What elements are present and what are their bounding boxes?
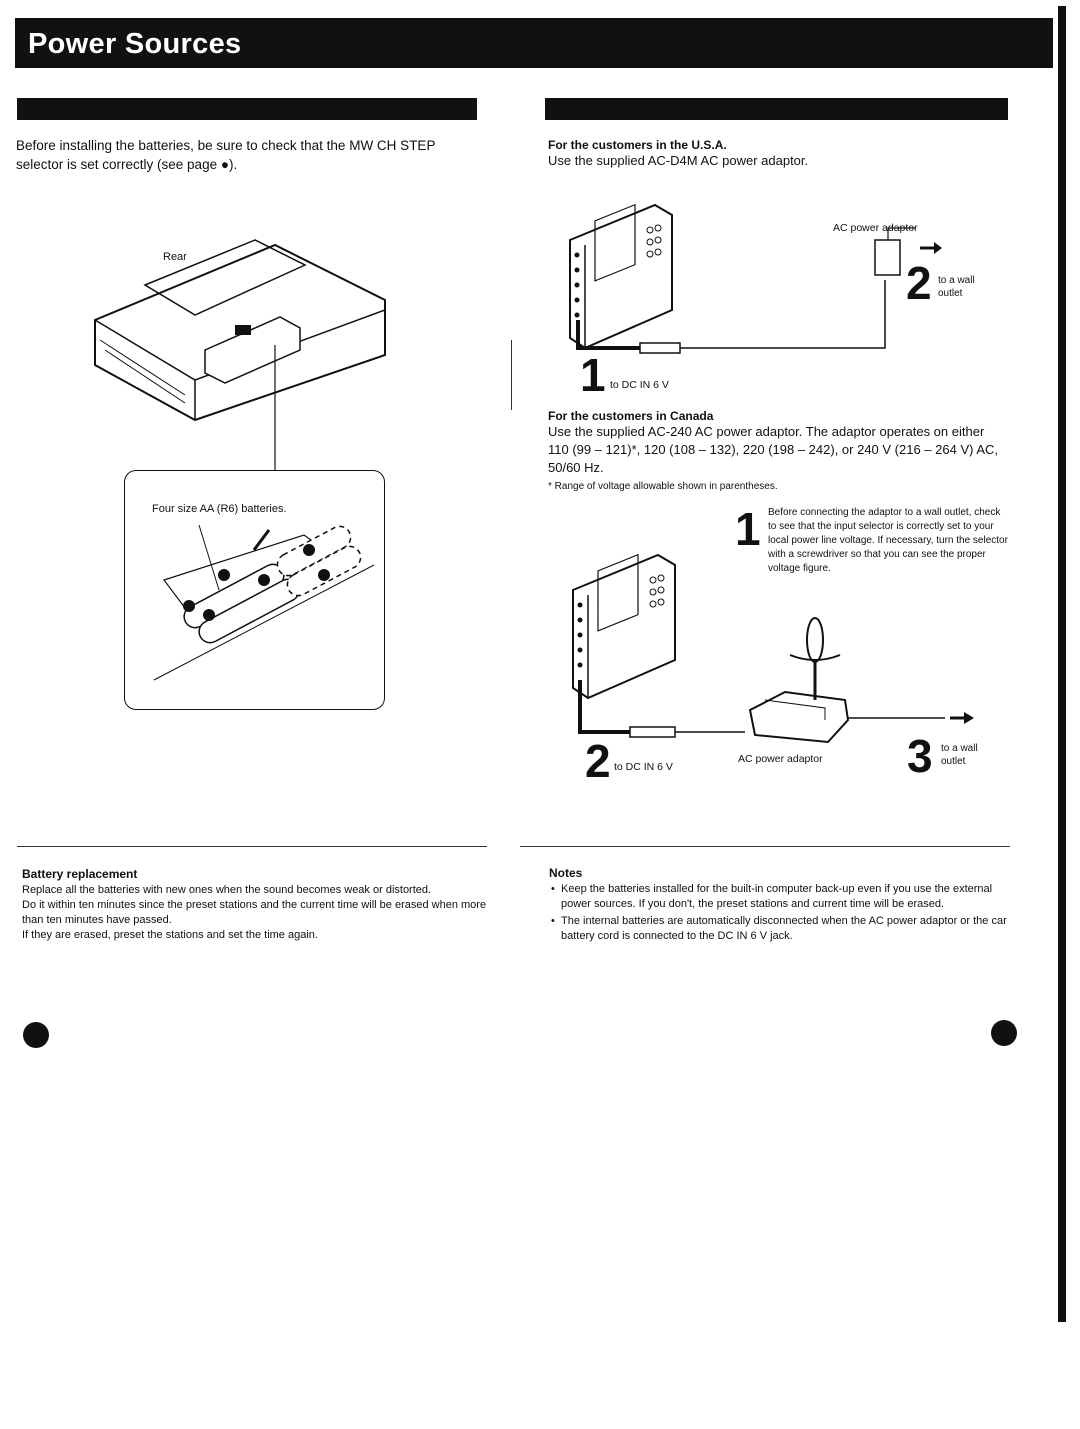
intro-text: Before installing the batteries, be sure to check that the MW CH STEP selector is set correctly (see page ●).	[16, 138, 436, 172]
radio-rear-illustration	[85, 225, 395, 475]
canada-step3-label: to a wall outlet	[941, 743, 978, 767]
canada-step2-label: to DC IN 6 V	[614, 761, 673, 773]
left-divider	[17, 846, 487, 847]
battery-replacement-section	[22, 867, 492, 943]
canada-adaptor-label: AC power adaptor	[738, 753, 823, 765]
usa-heading: For the customers in the U.S.A.	[548, 138, 727, 152]
battery-replacement-paragraph-1: Replace all the batteries with new ones when the sound becomes weak or distorted.	[22, 884, 432, 896]
canada-step1-number: 1	[735, 503, 761, 555]
battery-compartment-illustration	[124, 520, 383, 700]
page-title: Power Sources	[28, 28, 242, 60]
usa-step2-number: 2	[906, 257, 932, 309]
canada-text: Use the supplied AC-240 AC power adaptor. The adaptor operates on either 110 (99 – 121)*, 120 (108 – 132), 220 (198 – 242), or 240 V (216 – 264 V) AC, 50/60 Hz.	[548, 424, 999, 475]
notes-list	[549, 882, 1011, 944]
canada-step2-number: 2	[585, 735, 611, 787]
battery-replacement-paragraph-3: If they are erased, preset the stations and set the time again.	[22, 929, 318, 941]
canada-step1-text: Before connecting the adaptor to a wall outlet, check to see that the input selector is correctly set to your local power line voltage. If necessary, turn the selector with a screwdriver so that you can see the proper voltage figure.	[768, 507, 1008, 574]
notes-heading: Notes	[549, 866, 583, 880]
left-section-bar	[17, 98, 477, 120]
canada-step3-number: 3	[907, 730, 933, 782]
canada-footnote: * Range of voltage allowable shown in parentheses.	[548, 481, 778, 492]
column-divider-mark	[511, 340, 512, 410]
note-item: • Keep the batteries installed for the built-in computer back-up even if you use the external power sources. If you don't, the preset stations and current time will be erased.	[549, 882, 1011, 912]
usa-step2-label: to a wall outlet	[938, 275, 975, 299]
page-edge-bar	[1058, 6, 1066, 1322]
registration-dot-left	[23, 1022, 49, 1048]
right-divider	[520, 846, 1010, 847]
canada-adaptor-cable-illustration	[570, 600, 980, 750]
usa-adaptor-label: AC power adaptor	[833, 222, 918, 234]
notes-section	[549, 866, 1011, 946]
registration-dot-right	[991, 1020, 1017, 1046]
canada-section	[548, 409, 1008, 494]
battery-replacement-heading: Battery replacement	[22, 867, 138, 881]
right-section-bar	[545, 98, 1008, 120]
rear-label: Rear	[163, 251, 187, 263]
usa-step1-label: to DC IN 6 V	[610, 379, 669, 391]
usa-section	[548, 138, 1008, 170]
canada-heading: For the customers in Canada	[548, 409, 714, 423]
usa-step1-number: 1	[580, 349, 606, 401]
batteries-label: Four size AA (R6) batteries.	[152, 503, 287, 515]
usa-text: Use the supplied AC-D4M AC power adaptor.	[548, 153, 809, 168]
battery-replacement-paragraph-2: Do it within ten minutes since the preset stations and the current time will be erased when more than ten minutes have passed.	[22, 899, 487, 926]
note-item: • The internal batteries are automatically disconnected when the AC power adaptor or the car battery cord is connected to the DC IN 6 V jack.	[549, 914, 1011, 944]
